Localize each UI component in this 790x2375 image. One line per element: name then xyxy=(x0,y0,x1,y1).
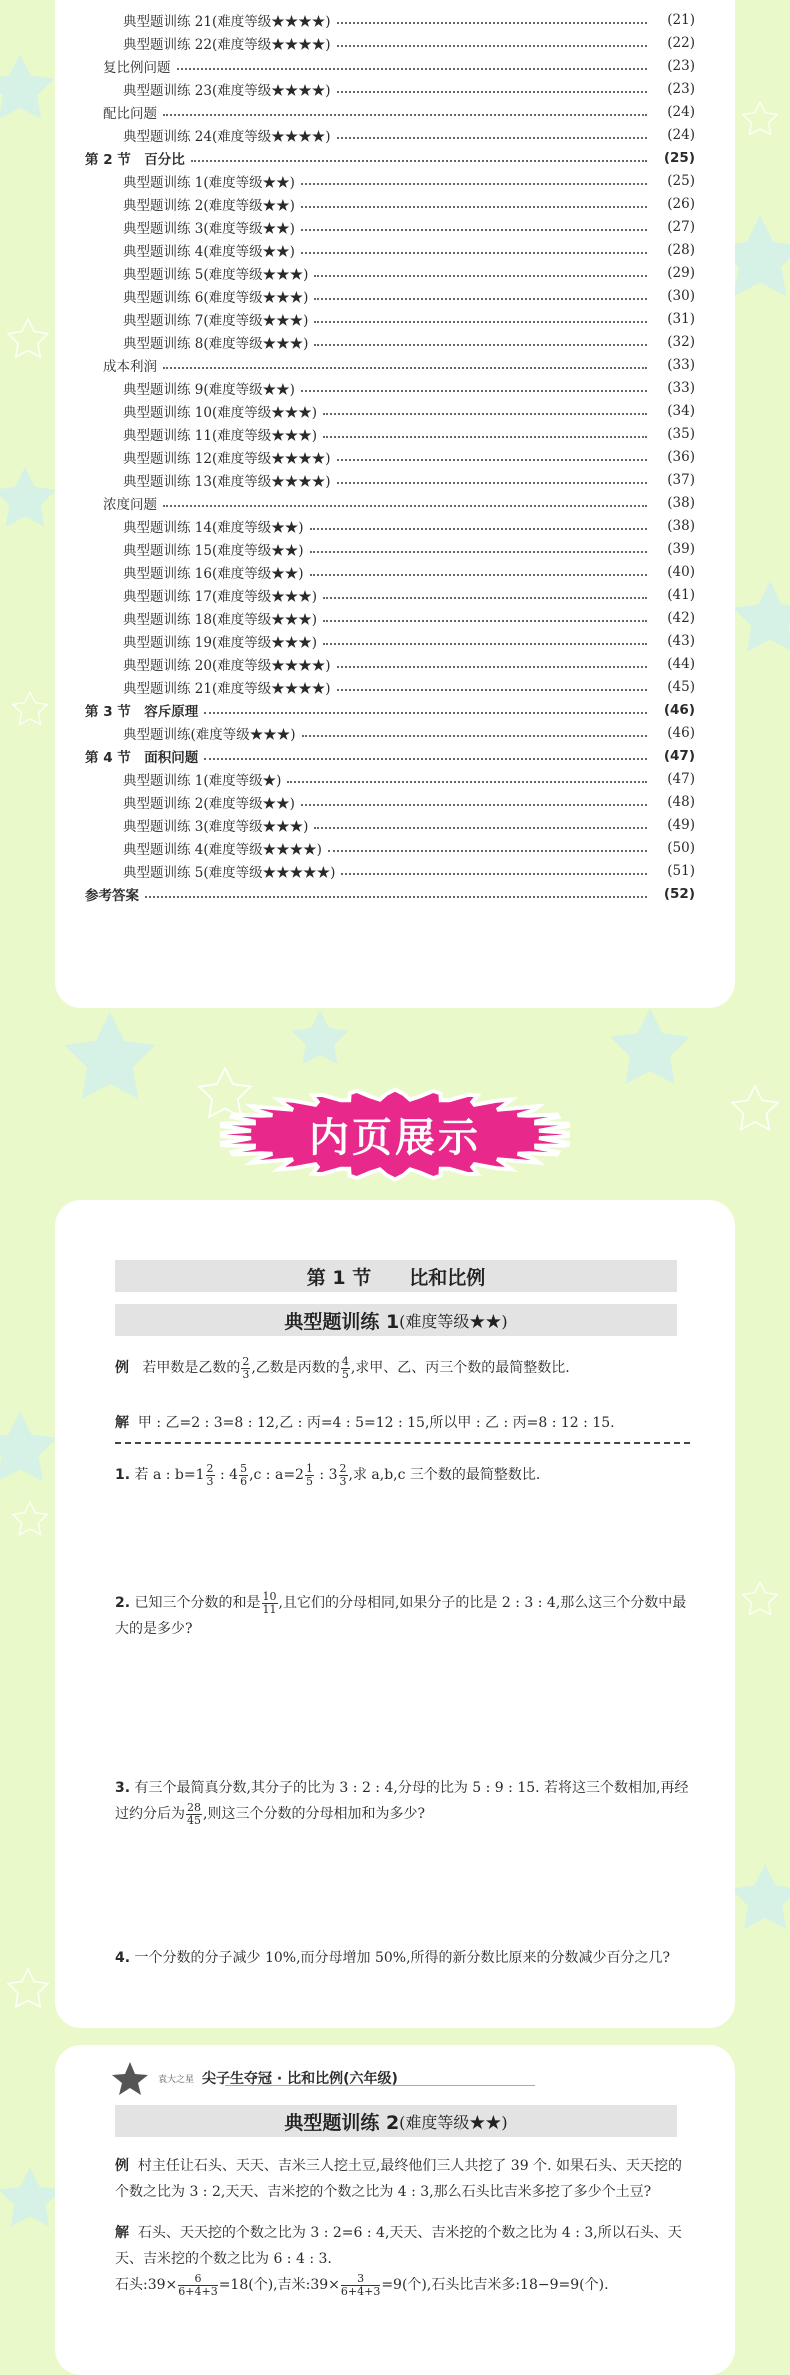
toc-page-number: (38) xyxy=(667,518,695,534)
toc-entry-title: 典型题训练 23(难度等级★★★★) xyxy=(123,83,331,99)
toc-entry xyxy=(123,33,695,53)
toc-leader-dots xyxy=(301,229,647,231)
brand-header xyxy=(110,2060,398,2096)
toc-leader-dots xyxy=(314,298,647,300)
toc-leader-dots xyxy=(310,528,647,530)
toc-entry-title: 典型题训练 8(难度等级★★★) xyxy=(123,336,309,352)
toc-entry-title: 浓度问题 xyxy=(103,497,157,513)
toc-leader-dots xyxy=(323,597,647,599)
toc-entry xyxy=(123,516,695,536)
question-2: 2. 已知三个分数的和是 $\frac{10}{11}$ ,且它们的分母相同,如果分子的比是 2 : 3 : 4,那么这三个分数中最大的是多少? xyxy=(115,1589,687,1637)
toc-leader-dots xyxy=(337,459,647,461)
toc-leader-dots xyxy=(314,275,647,277)
toc-leader-dots xyxy=(301,206,647,208)
brand-name: 尖子生夺冠 · 比和比例(六年级) xyxy=(202,2071,398,2087)
toc-entry xyxy=(85,884,695,904)
toc-entry-title: 典型题训练 22(难度等级★★★★) xyxy=(123,37,331,53)
toc-entry-title: 典型题训练 12(难度等级★★★★) xyxy=(123,451,331,467)
toc-leader-dots xyxy=(163,367,647,369)
toc-entry-title: 典型题训练 20(难度等级★★★★) xyxy=(123,658,331,674)
toc-page-number: (32) xyxy=(667,334,695,350)
toc-entry-title: 成本利润 xyxy=(103,359,157,375)
toc-entry-title: 典型题训练 21(难度等级★★★★) xyxy=(123,14,331,30)
toc-page-number: (42) xyxy=(667,610,695,626)
toc-entry-title: 典型题训练 19(难度等级★★★) xyxy=(123,635,318,651)
toc-card xyxy=(55,0,735,1008)
toc-entry-title: 参考答案 xyxy=(85,888,139,904)
solution-block: 解 石头、天天挖的个数之比为 3 : 2=6 : 4,天天、吉米挖的个数之比为 4 : 3,所以石头、天天、吉米挖的个数之比为 6 : 4 : 3. 石头:39× $\frac{6}{6+4+3}$ =18(个),吉米:39× $\frac{3}{6+4+3}$ =9(个),石头比吉米多:18−9=9(个). xyxy=(115,2225,682,2298)
toc-leader-dots xyxy=(341,873,647,875)
toc-entry xyxy=(123,723,695,743)
fraction: $\frac{1}{5}$ xyxy=(305,1461,313,1488)
toc-page-number: (35) xyxy=(667,426,695,442)
toc-entry xyxy=(103,56,695,76)
solution-block xyxy=(115,1410,690,1436)
example-label: 例 xyxy=(115,1360,129,1376)
toc-leader-dots xyxy=(337,666,647,668)
toc-leader-dots xyxy=(287,781,647,783)
toc-page-number: (47) xyxy=(667,771,695,787)
toc-leader-dots xyxy=(314,344,647,346)
toc-page-number: (51) xyxy=(667,863,695,879)
toc-page-number: (25) xyxy=(667,173,695,189)
question-number: 3. xyxy=(115,1780,131,1796)
toc-page-number: (45) xyxy=(667,679,695,695)
example-block xyxy=(115,2153,690,2205)
section-title: 第 1 节 比和比例 xyxy=(115,1260,677,1292)
toc-page-number: (24) xyxy=(667,104,695,120)
toc-page-number: (23) xyxy=(667,81,695,97)
toc-leader-dots xyxy=(337,137,647,139)
toc-entry-title: 典型题训练 18(难度等级★★★) xyxy=(123,612,318,628)
toc-entry xyxy=(123,332,695,352)
toc-entry-title: 第 2 节 百分比 xyxy=(85,152,185,168)
toc-entry xyxy=(123,125,695,145)
training-level: (难度等级★★) xyxy=(399,1311,508,1331)
toc-leader-dots xyxy=(163,114,647,116)
toc-entry-title: 典型题训练(难度等级★★★) xyxy=(123,727,296,743)
toc-entry xyxy=(103,493,695,513)
toc-page-number: (41) xyxy=(667,587,695,603)
toc-leader-dots xyxy=(310,574,647,576)
toc-entry-title: 典型题训练 1(难度等级★) xyxy=(123,773,282,789)
toc-leader-dots xyxy=(337,482,647,484)
training-level: (难度等级★★) xyxy=(399,2112,508,2132)
dashed-divider xyxy=(115,1442,690,1444)
example-text-3: ,求甲、乙、丙三个数的最简整数比. xyxy=(350,1360,570,1376)
toc-page-number: (46) xyxy=(663,702,695,718)
example-text: 村主任让石头、天天、吉米三人挖土豆,最终他们三人共挖了 39 个. 如果石头、天天挖的个数之比为 3 : 2,天天、吉米挖的个数之比为 4 : 3,那么石头比吉米多挖了多少个土豆? xyxy=(115,2158,682,2200)
toc-page-number: (33) xyxy=(667,357,695,373)
toc-leader-dots xyxy=(301,252,647,254)
question-3: 3. 有三个最简真分数,其分子的比为 3 : 2 : 4,分母的比为 5 : 9 : 15. 若将这三个数相加,再经过约分后为 $\frac{28}{45}$ ,则这三个分数的分母相加和为多少? xyxy=(115,1780,689,1827)
toc-entry xyxy=(123,792,695,812)
toc-leader-dots xyxy=(301,390,647,392)
toc-entry xyxy=(123,194,695,214)
toc-entry xyxy=(123,171,695,191)
toc-page-number: (50) xyxy=(667,840,695,856)
toc-entry xyxy=(123,608,695,628)
toc-entry xyxy=(123,631,695,651)
solution-label: 解 xyxy=(115,2225,129,2241)
toc-entry xyxy=(123,654,695,674)
toc-entry xyxy=(103,355,695,375)
banner-title: 内页展示 xyxy=(309,1115,481,1161)
toc-page-number: (33) xyxy=(667,380,695,396)
toc-entry xyxy=(85,700,695,720)
toc-leader-dots xyxy=(301,804,647,806)
toc-entry xyxy=(123,217,695,237)
toc-entry xyxy=(123,401,695,421)
toc-leader-dots xyxy=(145,896,647,898)
toc-entry-title: 典型题训练 14(难度等级★★) xyxy=(123,520,304,536)
example-block xyxy=(115,1355,690,1381)
example-text-1: 若甲数是乙数的 xyxy=(142,1360,241,1376)
fraction: $\frac{3}{6+4+3}$ xyxy=(340,2271,381,2298)
toc-page-number: (34) xyxy=(667,403,695,419)
fraction: $\frac{5}{6}$ xyxy=(240,1461,248,1488)
fraction: $\frac{28}{45}$ xyxy=(187,1800,201,1827)
toc-page-number: (24) xyxy=(667,127,695,143)
toc-entry xyxy=(85,148,695,168)
toc-entry xyxy=(123,424,695,444)
toc-entry xyxy=(85,746,695,766)
toc-entry-title: 典型题训练 21(难度等级★★★★) xyxy=(123,681,331,697)
toc-entry-title: 典型题训练 4(难度等级★★★★) xyxy=(123,842,322,858)
toc-page-number: (49) xyxy=(667,817,695,833)
toc-entry xyxy=(123,447,695,467)
toc-leader-dots xyxy=(204,712,647,714)
question-1: 1. 若 a : b=1 $\frac{2}{3}$ : 4 $\frac{5}{6}$ ,c : a=2 $\frac{1}{5}$ : 3 $\frac{2}{3}$ ,求 a,b,c 三个数的最简整数比. xyxy=(115,1461,541,1488)
toc-page-number: (38) xyxy=(667,495,695,511)
toc-entry-title: 典型题训练 6(难度等级★★★) xyxy=(123,290,309,306)
toc-entry-title: 典型题训练 3(难度等级★★) xyxy=(123,221,295,237)
toc-entry-title: 典型题训练 1(难度等级★★) xyxy=(123,175,295,191)
question-4: 4. 一个分数的分子减少 10%,而分母增加 50%,所得的新分数比原来的分数减少百分之几? xyxy=(115,1950,671,1966)
toc-leader-dots xyxy=(191,160,647,162)
toc-leader-dots xyxy=(323,436,647,438)
toc-entry-title: 典型题训练 16(难度等级★★) xyxy=(123,566,304,582)
toc-entry xyxy=(123,539,695,559)
toc-leader-dots xyxy=(323,620,647,622)
example-text-2: ,乙数是丙数的 xyxy=(251,1360,340,1376)
question-number: 4. xyxy=(115,1950,131,1966)
toc-page-number: (39) xyxy=(667,541,695,557)
toc-leader-dots xyxy=(323,413,647,415)
toc-entry-title: 典型题训练 17(难度等级★★★) xyxy=(123,589,318,605)
toc-page-number: (40) xyxy=(667,564,695,580)
fraction: $\frac{4}{5}$ xyxy=(341,1354,349,1381)
toc-entry-title: 典型题训练 7(难度等级★★★) xyxy=(123,313,309,329)
toc-page-number: (52) xyxy=(663,886,695,902)
toc-leader-dots xyxy=(310,551,647,553)
toc-entry-title: 第 4 节 面积问题 xyxy=(85,750,199,766)
toc-page-number: (36) xyxy=(667,449,695,465)
toc-entry xyxy=(123,79,695,99)
solution-text: 石头、天天挖的个数之比为 3 : 2=6 : 4,天天、吉米挖的个数之比为 4 : 3,所以石头、天天、吉米挖的个数之比为 6 : 4 : 3. xyxy=(115,2225,682,2267)
toc-page-number: (22) xyxy=(667,35,695,51)
toc-entry-title: 典型题训练 2(难度等级★★) xyxy=(123,796,295,812)
question-number: 2. xyxy=(115,1595,131,1611)
toc-entry-title: 配比问题 xyxy=(103,106,157,122)
toc-entry-title: 第 3 节 容斥原理 xyxy=(85,704,199,720)
toc-entry xyxy=(123,677,695,697)
toc-entry-title: 典型题训练 4(难度等级★★) xyxy=(123,244,295,260)
solution-label: 解 xyxy=(115,1415,129,1431)
toc-entry xyxy=(123,562,695,582)
toc-leader-dots xyxy=(323,643,647,645)
toc-entry xyxy=(123,470,695,490)
toc-entry xyxy=(123,815,695,835)
toc-entry-title: 典型题训练 2(难度等级★★) xyxy=(123,198,295,214)
toc-entry xyxy=(123,769,695,789)
toc-entry-title: 典型题训练 24(难度等级★★★★) xyxy=(123,129,331,145)
toc-leader-dots xyxy=(337,45,647,47)
brand-star-logo xyxy=(110,2060,150,2096)
toc-page-number: (30) xyxy=(667,288,695,304)
toc-page-number: (43) xyxy=(667,633,695,649)
toc-leader-dots xyxy=(314,321,647,323)
toc-entry-title: 典型题训练 15(难度等级★★) xyxy=(123,543,304,559)
toc-page-number: (25) xyxy=(663,150,695,166)
toc-entry-title: 典型题训练 10(难度等级★★★) xyxy=(123,405,318,421)
fraction: $\frac{6}{6+4+3}$ xyxy=(178,2271,218,2298)
training-title-bar xyxy=(115,2105,677,2137)
toc-page-number: (21) xyxy=(667,12,695,28)
toc-entry xyxy=(123,10,695,30)
toc-entry-title: 典型题训练 11(难度等级★★★) xyxy=(123,428,318,444)
toc-page-number: (29) xyxy=(667,265,695,281)
toc-page-number: (37) xyxy=(667,472,695,488)
toc-entry xyxy=(103,102,695,122)
toc-entry-title: 典型题训练 5(难度等级★★★★★) xyxy=(123,865,336,881)
toc-entry xyxy=(123,240,695,260)
toc-entry-title: 典型题训练 13(难度等级★★★★) xyxy=(123,474,331,490)
toc-entry xyxy=(123,286,695,306)
toc-entry xyxy=(123,585,695,605)
toc-entry xyxy=(123,263,695,283)
example-label: 例 xyxy=(115,2158,129,2174)
question-number: 1. xyxy=(115,1467,131,1483)
toc-entry xyxy=(123,309,695,329)
toc-leader-dots xyxy=(204,758,647,760)
fraction: $\frac{10}{11}$ xyxy=(262,1589,277,1616)
toc-page-number: (44) xyxy=(667,656,695,672)
toc-leader-dots xyxy=(302,735,647,737)
toc-page-number: (48) xyxy=(667,794,695,810)
sample-page-1 xyxy=(55,1200,735,2028)
toc-entry-title: 典型题训练 5(难度等级★★★) xyxy=(123,267,309,283)
toc-entry xyxy=(123,838,695,858)
toc-leader-dots xyxy=(337,91,647,93)
solution-text: 甲 : 乙=2 : 3=8 : 12,乙 : 丙=4 : 5=12 : 15,所以甲 : 乙 : 丙=8 : 12 : 15. xyxy=(137,1415,615,1431)
toc-page-number: (26) xyxy=(667,196,695,212)
fraction: $\frac{2}{3}$ xyxy=(242,1354,250,1381)
toc-leader-dots xyxy=(177,68,648,70)
toc-leader-dots xyxy=(163,505,647,507)
showcase-banner xyxy=(220,1087,570,1182)
toc-leader-dots xyxy=(337,689,647,691)
toc-leader-dots xyxy=(314,827,647,829)
toc-page-number: (28) xyxy=(667,242,695,258)
fraction: $\frac{2}{3}$ xyxy=(206,1461,214,1488)
brand-logo-text: 袁大之星 xyxy=(158,2074,195,2085)
toc-entry xyxy=(123,378,695,398)
toc-leader-dots xyxy=(328,850,647,852)
fraction: $\frac{2}{3}$ xyxy=(339,1461,347,1488)
toc-page-number: (47) xyxy=(663,748,695,764)
sample-page-2 xyxy=(55,2045,735,2375)
toc-entry-title: 典型题训练 9(难度等级★★) xyxy=(123,382,295,398)
training-title-bar xyxy=(115,1304,677,1336)
training-title: 典型题训练 2 xyxy=(284,2111,400,2134)
toc-page-number: (46) xyxy=(667,725,695,741)
training-title: 典型题训练 1 xyxy=(284,1310,400,1333)
toc-leader-dots xyxy=(301,183,647,185)
toc-entry xyxy=(123,861,695,881)
toc-page-number: (31) xyxy=(667,311,695,327)
toc-page-number: (27) xyxy=(667,219,695,235)
toc-entry-title: 复比例问题 xyxy=(103,60,171,76)
toc-entry-title: 典型题训练 3(难度等级★★★) xyxy=(123,819,309,835)
toc-leader-dots xyxy=(337,22,647,24)
brand-underline xyxy=(225,2085,535,2086)
toc-page-number: (23) xyxy=(667,58,695,74)
